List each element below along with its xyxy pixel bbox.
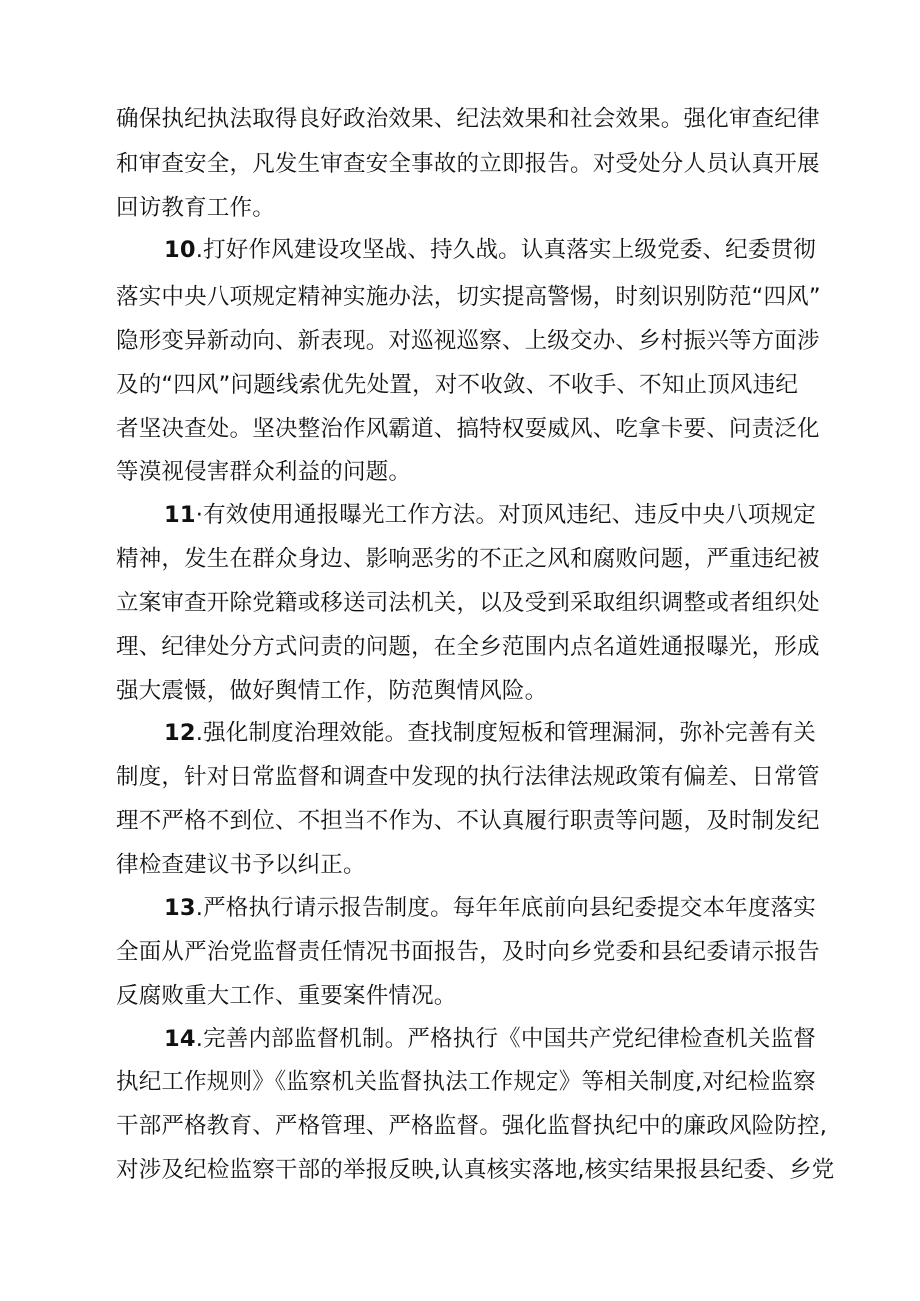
line-text: 理不严格不到位、不担当不作为、不认真履行职责等问题，及时制发纪 [116, 808, 820, 834]
line-text: 和审查安全，凡发生审查安全事故的立即报告。对受处分人员认真开展 [116, 151, 820, 177]
line-text: 干部严格教育、严格管理、严格监督。强化监督执纪中的廉政风险防控, [116, 1113, 828, 1139]
text-line [164, 893, 816, 923]
line-text: 回访教育工作。 [116, 195, 275, 221]
line-text: 强大震慑，做好舆情工作，防范舆情风险。 [116, 678, 548, 704]
line-text: .严格执行请示报告制度。每年年底前向县纪委提交本年度落实 [195, 895, 816, 921]
item-number: 13 [164, 895, 196, 921]
text-line [116, 632, 820, 662]
line-text: 全面从严治党监督责任情况书面报告，及时向乡党委和县纪委请示报告 [116, 939, 820, 965]
line-text: .完善内部监督机制。严格执行《中国共产党纪律检查机关监督 [195, 1026, 816, 1052]
line-text: 及的“四风”问题线索优先处置，对不收敛、不收手、不知止顶风违纪 [116, 372, 799, 398]
text-line [116, 981, 457, 1011]
item-number: 12 [164, 720, 196, 746]
text-line [164, 500, 816, 530]
line-text: 落实中央八项规定精神实施办法，切实提高警惕，时刻识别防范“四风” [116, 284, 821, 310]
text-line [116, 762, 820, 792]
text-line [116, 104, 820, 134]
text-line [164, 235, 816, 265]
text-line [164, 1024, 816, 1054]
item-number: 14 [164, 1026, 196, 1052]
line-text: 隐形变异新动向、新表现。对巡视巡察、上级交办、乡村振兴等方面涉 [116, 328, 820, 354]
line-text: 者坚决查处。坚决整治作风霸道、搞特权耍威风、吃拿卡要、问责泛化 [116, 416, 820, 442]
text-line [116, 850, 366, 880]
text-line [116, 414, 820, 444]
line-text: 确保执纪执法取得良好政治效果、纪法效果和社会效果。强化审查纪律 [116, 106, 820, 132]
text-line [116, 1111, 827, 1141]
text-line [116, 806, 820, 836]
text-line [116, 193, 275, 223]
text-line [116, 1067, 816, 1097]
text-line [116, 370, 798, 400]
line-text: 律检查建议书予以纠正。 [116, 852, 366, 878]
text-line [116, 937, 820, 967]
line-text: 理、纪律处分方式问责的问题，在全乡范围内点名道姓通报曝光，形成 [116, 634, 820, 660]
text-line [116, 1155, 834, 1185]
text-line [164, 718, 816, 748]
line-text: 制度，针对日常监督和调查中发现的执行法律法规政策有偏差、日常管 [116, 764, 820, 790]
line-text: 执纪工作规则》《监察机关监督执法工作规定》等相关制度,对纪检监察 [116, 1069, 816, 1095]
line-text: 精神，发生在群众身边、影响恶劣的不正之风和腐败问题，严重违纪被 [116, 546, 820, 572]
text-line [116, 588, 820, 618]
item-number: 10 [164, 237, 196, 263]
line-text: .打好作风建设攻坚战、持久战。认真落实上级党委、纪委贯彻 [195, 237, 816, 263]
line-text: 对涉及纪检监察干部的举报反映,认真核实落地,核实结果报县纪委、乡党 [116, 1157, 835, 1183]
line-text: ·有效使用通报曝光工作方法。对顶风违纪、违反中央八项规定 [195, 502, 816, 528]
line-text: 等漠视侵害群众利益的问题。 [116, 459, 412, 485]
line-text: 反腐败重大工作、重要案件情况。 [116, 983, 457, 1009]
text-line [116, 457, 411, 487]
line-text: .强化制度治理效能。查找制度短板和管理漏洞，弥补完善有关 [195, 720, 816, 746]
text-line [116, 326, 820, 356]
line-text: 立案审查开除党籍或移送司法机关，以及受到采取组织调整或者组织处 [116, 590, 820, 616]
text-line [116, 676, 547, 706]
text-line [116, 282, 821, 312]
item-number: 11 [164, 502, 196, 528]
text-line [116, 149, 820, 179]
text-line [116, 544, 820, 574]
